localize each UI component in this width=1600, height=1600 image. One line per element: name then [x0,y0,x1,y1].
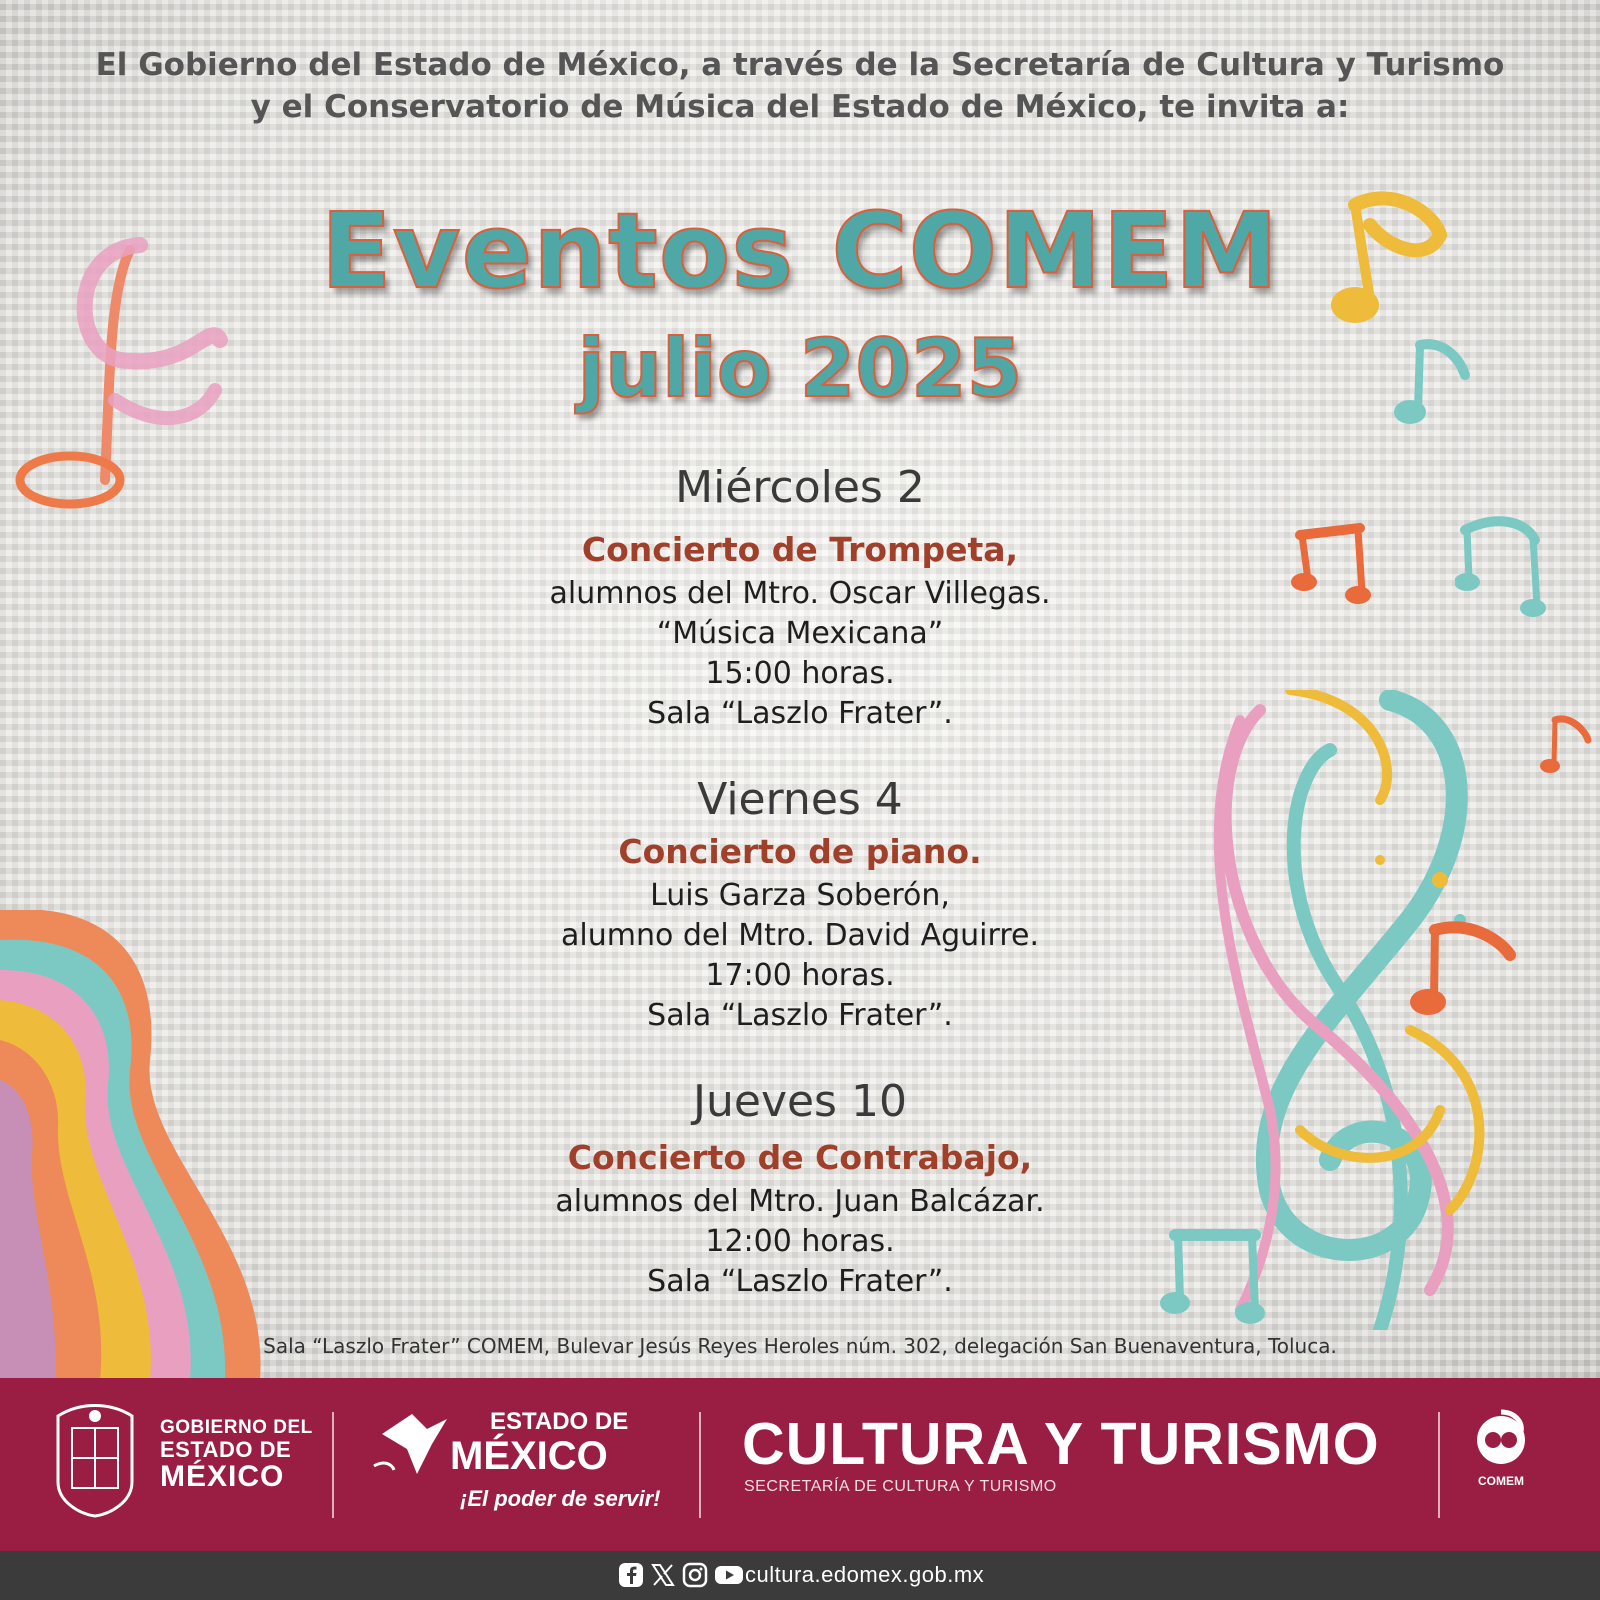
invitation-line-2: y el Conservatorio de Música del Estado de México, te invita a: [250,89,1350,125]
website-link[interactable]: cultura.edomex.gob.mx [745,1562,985,1587]
event-line: “Música Mexicana” [656,616,944,651]
gobierno-line-3: MÉXICO [160,1460,285,1494]
event-venue: Sala “Laszlo Frater”. [647,1264,953,1299]
event-name: Concierto de Contrabajo, [567,1138,1033,1177]
x-icon[interactable] [650,1562,676,1588]
estado-slogan: ¡El poder de servir! [460,1486,661,1511]
event-time: 17:00 horas. [705,958,895,993]
venue-address: Sala “Laszlo Frater” COMEM, Bulevar Jesús Reyes Heroles núm. 302, delegación San Buenaventura, Toluca. [263,1334,1337,1358]
cultura-turismo-subtitle: SECRETARÍA DE CULTURA Y TURISMO [744,1478,1057,1495]
event-time: 15:00 horas. [705,656,895,691]
invitation-text [60,44,1540,128]
youtube-icon[interactable] [714,1562,744,1588]
comem-label: COMEM [1478,1474,1524,1488]
banner-divider [699,1412,701,1518]
invitation-line-1: El Gobierno del Estado de México, a través de la Secretaría de Cultura y Turismo [95,47,1505,83]
instagram-icon[interactable] [682,1562,708,1588]
comem-emblem-icon [1471,1408,1531,1468]
event-line: Luis Garza Soberón, [650,878,950,913]
event-day: Miércoles 2 [675,462,925,513]
estado-line-2: MÉXICO [450,1434,608,1478]
page-title: Eventos COMEM [320,190,1280,312]
gobierno-line-2: ESTADO DE [160,1436,292,1462]
banner-divider [1438,1412,1440,1518]
event-name: Concierto de piano. [618,832,982,871]
guitar-shape-icon [0,910,270,1378]
event-venue: Sala “Laszlo Frater”. [647,696,953,731]
page-subtitle: julio 2025 [577,322,1023,415]
event-time: 12:00 horas. [705,1224,895,1259]
event-block [400,772,1200,1036]
footer-bar [0,1551,1600,1600]
state-coat-of-arms-icon [50,1402,140,1518]
gobierno-logo-text [160,1418,313,1493]
orange-double-note-icon [1290,520,1380,620]
gobierno-line-1: GOBIERNO DEL [160,1417,313,1438]
event-day: Viernes 4 [697,774,903,825]
banner-divider [332,1412,334,1518]
event-name: Concierto de Trompeta, [581,530,1019,569]
facebook-icon[interactable] [618,1562,644,1588]
event-line: alumno del Mtro. David Aguirre. [561,918,1039,953]
event-block [400,1074,1200,1302]
event-block [400,460,1200,734]
hummingbird-icon [372,1404,452,1484]
event-day: Jueves 10 [693,1076,907,1127]
comem-logo [1466,1408,1536,1488]
sponsor-banner [0,1378,1600,1551]
small-orange-note-icon [1540,710,1595,780]
event-line: alumnos del Mtro. Juan Balcázar. [555,1184,1045,1219]
teal-double-note-icon [1455,510,1555,630]
social-links [618,1562,744,1588]
cultura-turismo-title: CULTURA Y TURISMO [742,1411,1380,1477]
event-venue: Sala “Laszlo Frater”. [647,998,953,1033]
orange-note-right-icon [1410,910,1520,1030]
estado-line-1: ESTADO DE [490,1408,629,1435]
event-line: alumnos del Mtro. Oscar Villegas. [549,576,1051,611]
